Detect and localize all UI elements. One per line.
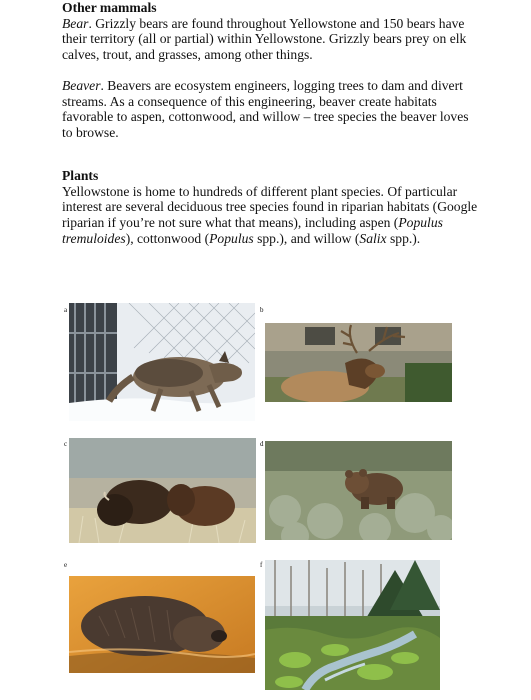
beaver-name: Beaver (62, 77, 101, 93)
panel-letter-f: f (260, 561, 263, 569)
riparian-stream-photo (265, 560, 440, 690)
panel-letter-e: e (64, 561, 68, 569)
panel-letter-a: a (64, 306, 68, 314)
plants-paragraph (62, 184, 482, 247)
panel-letter-d: d (260, 440, 264, 448)
mammals-section (62, 0, 482, 141)
bear-paragraph (62, 16, 482, 63)
plants-text-1: Yellowstone is home to hundreds of different plant species. Of particular interest are several deciduous tree species found in riparian habitats (Google riparian if you’re not sure what that means), including aspen ( (62, 183, 478, 231)
grizzly-bear-photo (265, 441, 452, 540)
plants-heading: Plants (62, 168, 99, 183)
plants-text-3: spp.), and willow ( (253, 230, 360, 246)
wolf-photo (69, 303, 255, 421)
plants-text-2: ), cottonwood ( (125, 230, 210, 246)
cottonwood-latin: Populus (209, 230, 254, 246)
bison-photo (69, 438, 256, 543)
plants-section (62, 168, 482, 247)
panel-letter-b: b (260, 306, 264, 314)
elk-photo (265, 323, 452, 402)
panel-letter-c: c (64, 440, 68, 448)
beaver-paragraph (62, 78, 482, 141)
bear-name: Bear (62, 15, 89, 31)
mammals-heading: Other mammals (62, 0, 157, 15)
aspen-latin: Populus tremuloides (62, 215, 443, 246)
beaver-photo (69, 576, 255, 673)
plants-text-4: spp.). (386, 230, 421, 246)
bear-text: . Grizzly bears are found throughout Yellowstone and 150 bears have their territory (all or partial) within Yellowstone. Grizzly bears prey on elk calves, trout, and grasses, among other things. (62, 15, 467, 63)
beaver-text: . Beavers are ecosystem engineers, logging trees to dam and divert streams. As a consequence of this engineering, beaver create habitats favorable to aspen, cottonwood, and willow – tree species the beaver loves to browse. (62, 77, 469, 140)
willow-latin: Salix (359, 230, 387, 246)
